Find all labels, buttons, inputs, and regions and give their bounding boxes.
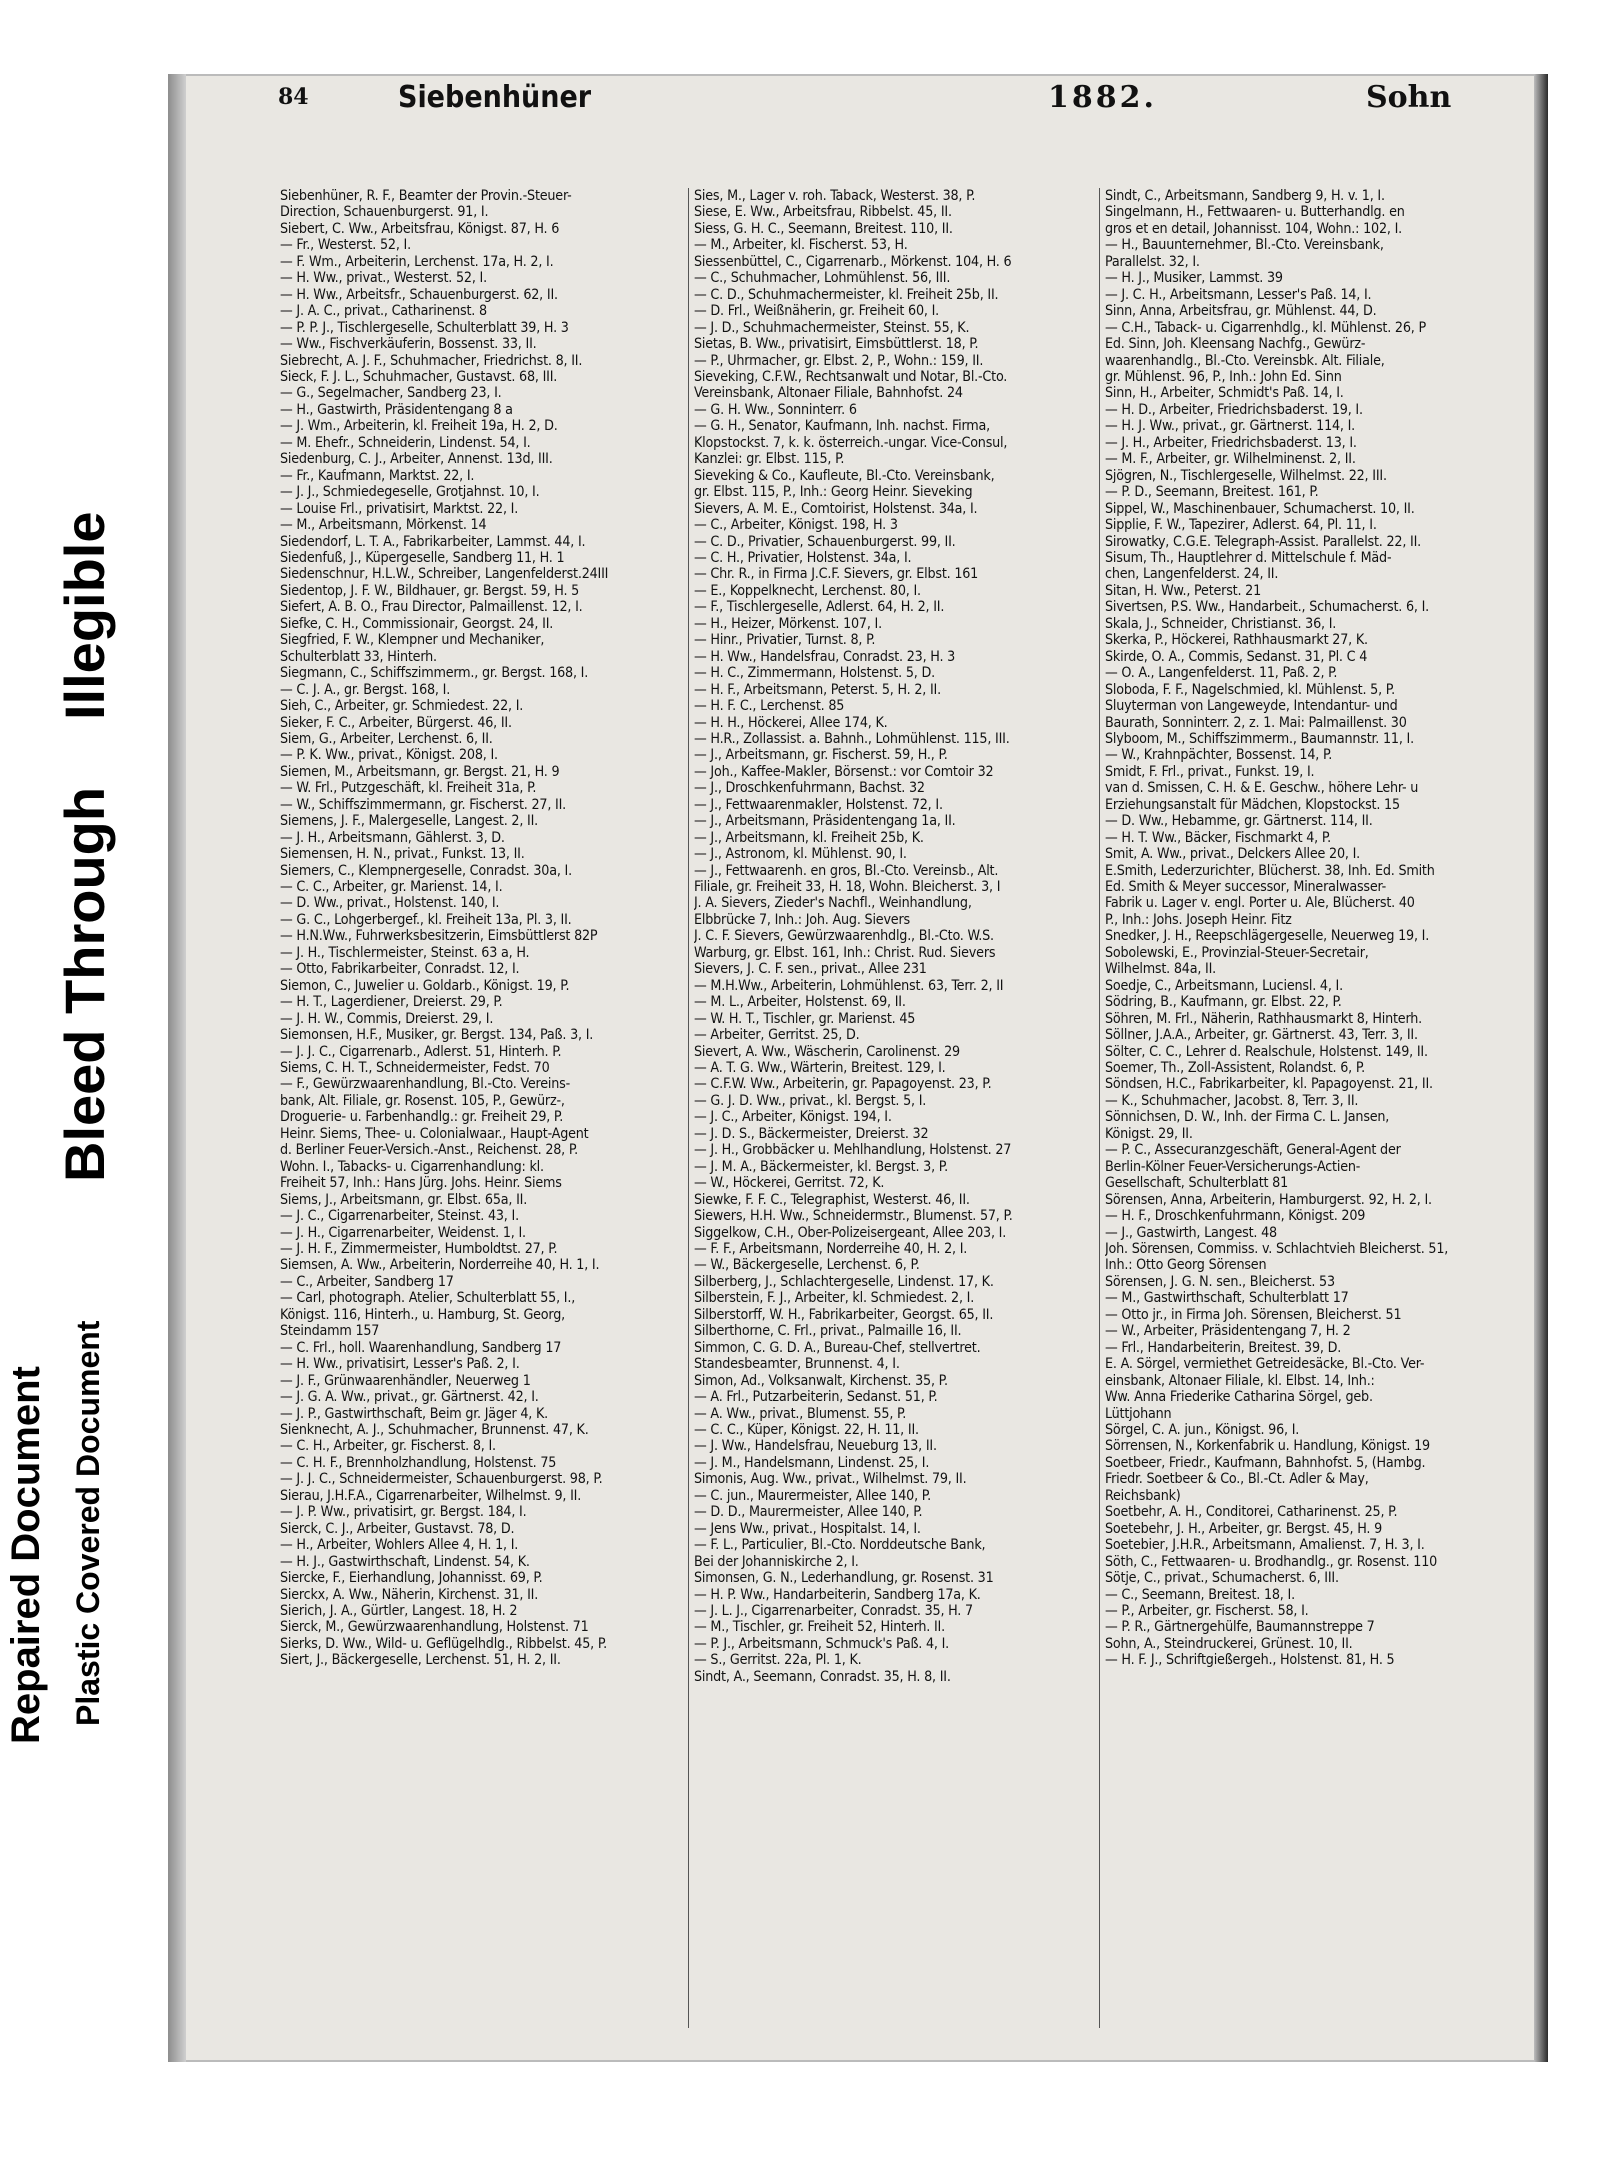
directory-entry: Sobolewski, E., Provinzial-Steuer-Secretair,	[1105, 944, 1369, 961]
directory-entry: — M., Tischler, gr. Freiheit 52, Hinterh. II.	[694, 1619, 945, 1636]
directory-entry: — C., Arbeiter, Sandberg 17	[280, 1273, 454, 1290]
directory-entry: — H., Gastwirth, Präsidentengang 8 a	[280, 401, 513, 418]
directory-entry: Sievers, A. M. E., Comtoirist, Holstenst. 34a, I.	[694, 500, 978, 517]
directory-entry: Standesbeamter, Brunnenst. 4, I.	[694, 1356, 900, 1373]
directory-entry: Sisum, Th., Hauptlehrer d. Mittelschule f. Mäd-	[1105, 549, 1392, 566]
directory-entry: Sötje, C., privat., Schumacherst. 6, III.	[1105, 1570, 1339, 1587]
directory-entry: — H. D., Arbeiter, Friedrichsbaderst. 19, I.	[1105, 401, 1363, 418]
directory-entry: Elbbrücke 7, Inh.: Joh. Aug. Sievers	[694, 911, 910, 928]
directory-entry: — K., Schuhmacher, Jacobst. 8, Terr. 3, II.	[1105, 1092, 1359, 1109]
directory-entry: — W., Schiffszimmermann, gr. Fischerst. 27, II.	[280, 796, 567, 813]
directory-entry: Siemen, M., Arbeitsmann, gr. Bergst. 21, H. 9	[280, 763, 560, 780]
directory-entry: Direction, Schauenburgerst. 91, I.	[280, 204, 489, 221]
directory-entry: — P., Uhrmacher, gr. Elbst. 2, P., Wohn.: 159, II.	[694, 352, 984, 369]
directory-entry: — C. C., Küper, Königst. 22, H. 11, II.	[694, 1421, 919, 1438]
directory-entry: Siese, E. Ww., Arbeitsfrau, Ribbelst. 45, II.	[694, 204, 952, 221]
directory-entry: — G. H. Ww., Sonninterr. 6	[694, 401, 857, 418]
directory-entry: Filiale, gr. Freiheit 33, H. 18, Wohn. Bleicherst. 3, I	[694, 879, 1001, 896]
directory-entry: — H. F. C., Lerchenst. 85	[694, 698, 845, 715]
directory-entry: Sohn, A., Steindruckerei, Grünest. 10, II.	[1105, 1635, 1353, 1652]
directory-entry: Slyboom, M., Schiffszimmerm., Baumannstr. 11, I.	[1105, 730, 1414, 747]
directory-entry: Erziehungsanstalt für Mädchen, Klopstockst. 15	[1105, 796, 1400, 813]
directory-entry: Sörgel, C. A. jun., Königst. 96, I.	[1105, 1421, 1300, 1438]
directory-entry: Kanzlei: gr. Elbst. 115, P.	[694, 451, 845, 468]
directory-entry: Siebert, C. Ww., Arbeitsfrau, Königst. 87, H. 6	[280, 220, 560, 237]
directory-entry: Parallelst. 32, I.	[1105, 253, 1200, 270]
directory-entry: Söhren, M. Frl., Näherin, Rathhausmarkt 8, Hinterh.	[1105, 1010, 1422, 1027]
directory-entry: Sitan, H. Ww., Peterst. 21	[1105, 582, 1261, 599]
directory-entry: — J. Wm., Arbeiterin, kl. Freiheit 19a, H. 2, D.	[280, 418, 558, 435]
directory-entry: — C., Seemann, Breitest. 18, I.	[1105, 1586, 1295, 1603]
directory-entry: — M., Arbeitsmann, Mörkenst. 14	[280, 517, 487, 534]
directory-entry: — H. F., Droschkenfuhrmann, Königst. 209	[1105, 1208, 1366, 1225]
directory-entry: — P. P. J., Tischlergeselle, Schulterblatt 39, H. 3	[280, 319, 569, 336]
directory-entry: — W. H. T., Tischler, gr. Marienst. 45	[694, 1010, 916, 1027]
directory-entry: — H. J. Ww., privat., gr. Gärtnerst. 114, I.	[1105, 418, 1356, 435]
directory-entry: Siem, G., Arbeiter, Lerchenst. 6, II.	[280, 730, 493, 747]
directory-entry: d. Berliner Feuer-Versich.-Anst., Reichenst. 28, P.	[280, 1142, 579, 1159]
directory-entry: Siercke, F., Eierhandlung, Johannisst. 69, P.	[280, 1570, 543, 1587]
directory-entry: — J. P. Ww., privatisirt, gr. Bergst. 184, I.	[280, 1504, 527, 1521]
directory-entry: gr. Elbst. 115, P., Inh.: Georg Heinr. Sieveking	[694, 484, 973, 501]
directory-entry: Wilhelmst. 84a, II.	[1105, 961, 1217, 978]
directory-entry: Silberstein, F. J., Arbeiter, kl. Schmiedest. 2, I.	[694, 1290, 975, 1307]
directory-entry: Södring, B., Kaufmann, gr. Elbst. 22, P.	[1105, 994, 1342, 1011]
directory-entry: — H.R., Zollassist. a. Bahnh., Lohmühlenst. 115, III.	[694, 730, 1010, 747]
directory-entry: Sierck, C. J., Arbeiter, Gustavst. 78, D.	[280, 1520, 515, 1537]
directory-entry: Gesellschaft, Schulterblatt 81	[1105, 1175, 1288, 1192]
directory-entry: — P. C., Assecuranzgeschäft, General-Agent der	[1105, 1142, 1401, 1159]
directory-entry: — D. Ww., privat., Holstenst. 140, I.	[280, 895, 500, 912]
directory-entry: — H., Arbeiter, Wohlers Allee 4, H. 1, I.	[280, 1537, 519, 1554]
directory-column-2	[694, 188, 1096, 2028]
directory-entry: Siebenhüner, R. F., Beamter der Provin.-Steuer-	[280, 188, 572, 204]
directory-entry: Sölter, C. C., Lehrer d. Realschule, Holstenst. 149, II.	[1105, 1043, 1428, 1060]
column-divider	[1099, 188, 1100, 2028]
directory-entry: — J. H., Arbeitsmann, Gählerst. 3, D.	[280, 829, 505, 846]
directory-entry: Siefert, A. B. O., Frau Director, Palmaillenst. 12, I.	[280, 599, 583, 616]
directory-entry: — F. F., Arbeitsmann, Norderreihe 40, H. 2, I.	[694, 1241, 968, 1257]
directory-entry: — M. F., Arbeiter, gr. Wilhelminenst. 2, II.	[1105, 451, 1356, 468]
directory-entry: — Hinr., Privatier, Turnst. 8, P.	[694, 632, 876, 649]
directory-entry: — J., Droschkenfuhrmann, Bachst. 32	[694, 780, 925, 797]
directory-entry: — Joh., Kaffee-Makler, Börsenst.: vor Comtoir 32	[694, 763, 994, 780]
directory-entry: Soedje, C., Arbeitsmann, Luciensl. 4, I.	[1105, 977, 1343, 994]
directory-entry: — Otto, Fabrikarbeiter, Conradst. 12, I.	[280, 961, 520, 978]
directory-entry: — Ww., Fischverkäuferin, Bossenst. 33, II.	[280, 336, 537, 353]
directory-entry: Soetbehr, A. H., Conditorei, Catharinenst. 25, P.	[1105, 1504, 1398, 1521]
directory-entry: — J., Fettwaarenmakler, Holstenst. 72, I.	[694, 796, 943, 813]
directory-entry: — C. J. A., gr. Bergst. 168, I.	[280, 681, 451, 698]
directory-entry: Sörensen, J. G. N. sen., Bleicherst. 53	[1105, 1273, 1335, 1290]
directory-entry: — H. F., Arbeitsmann, Peterst. 5, H. 2, II.	[694, 681, 941, 698]
directory-entry: — M. L., Arbeiter, Holstenst. 69, II.	[694, 994, 906, 1011]
directory-entry: — C.H., Taback- u. Cigarrenhdlg., kl. Mühlenst. 26, P	[1105, 319, 1426, 336]
directory-entry: Bei der Johanniskirche 2, I.	[694, 1553, 859, 1570]
directory-entry: — G., Segelmacher, Sandberg 23, I.	[280, 385, 502, 402]
directory-entry: Sinn, Anna, Arbeitsfrau, gr. Mühlenst. 44, D.	[1105, 303, 1377, 320]
directory-entry: Soetebier, J.H.R., Arbeitsmann, Amalienst. 7, H. 3, I.	[1105, 1537, 1425, 1554]
directory-entry: — H. T. Ww., Bäcker, Fischmarkt 4, P.	[1105, 829, 1332, 846]
directory-entry: Siemonsen, H.F., Musiker, gr. Bergst. 134, Paß. 3, I.	[280, 1027, 594, 1044]
directory-entry: Klopstockst. 7, k. k. österreich.-ungar. Vice-Consul,	[694, 434, 1008, 451]
directory-entry: — J. H. F., Zimmermeister, Humboldtst. 27, P.	[280, 1241, 558, 1257]
directory-entry: — M., Gastwirthschaft, Schulterblatt 17	[1105, 1290, 1349, 1307]
directory-entry: — J. H. W., Commis, Dreierst. 29, I.	[280, 1010, 494, 1027]
directory-entry: — J. G. A. Ww., privat., gr. Gärtnerst. 42, I.	[280, 1389, 539, 1406]
plastic-covered-label: Plastic Covered Document	[70, 1320, 106, 1726]
directory-entry: Siewke, F. F. C., Telegraphist, Westerst. 46, II.	[694, 1191, 970, 1208]
directory-entry: — P. D., Seemann, Breitest. 161, P.	[1105, 484, 1319, 501]
directory-entry: Ed. Smith & Meyer successor, Mineralwasser-	[1105, 879, 1387, 896]
directory-entry: — F. Wm., Arbeiterin, Lerchenst. 17a, H. 2, I.	[280, 253, 554, 270]
directory-entry: — Frl., Handarbeiterin, Breitest. 39, D.	[1105, 1339, 1342, 1356]
directory-entry: — F., Gewürzwaarenhandlung, Bl.-Cto. Vereins-	[280, 1076, 570, 1093]
directory-entry: Snedker, J. H., Reepschlägergeselle, Neuerweg 19, I.	[1105, 928, 1430, 945]
page-header	[108, 80, 1528, 114]
directory-entry: — J. M., Handelsmann, Lindenst. 25, I.	[694, 1454, 930, 1471]
directory-entry: Siegmann, C., Schiffszimmerm., gr. Bergst. 168, I.	[280, 665, 589, 682]
directory-entry: — C., Schuhmacher, Lohmühlenst. 56, III.	[694, 270, 951, 287]
directory-entry: — C. H. F., Brennholzhandlung, Holstenst. 75	[280, 1454, 557, 1471]
directory-entry: — G. J. D. Ww., privat., kl. Bergst. 5, I.	[694, 1092, 927, 1109]
directory-entry: Sienknecht, A. J., Schuhmacher, Brunnenst. 47, K.	[280, 1421, 589, 1438]
directory-entry: Inh.: Otto Georg Sörensen	[1105, 1257, 1267, 1274]
directory-entry: — J. L. J., Cigarrenarbeiter, Conradst. 35, H. 7	[694, 1602, 973, 1619]
directory-entry: — A. Ww., privat., Blumenst. 55, P.	[694, 1405, 907, 1422]
directory-column-1	[280, 188, 685, 2028]
directory-entry: — J., Arbeitsmann, Präsidentengang 1a, II.	[694, 813, 956, 830]
directory-entry: Reichsbank)	[1105, 1487, 1181, 1504]
directory-entry: Singelmann, H., Fettwaaren- u. Butterhandlg. en	[1105, 204, 1405, 221]
directory-entry: chen, Langenfelderst. 24, II.	[1105, 566, 1279, 583]
directory-entry: Sörrensen, N., Korkenfabrik u. Handlung, Königst. 19	[1105, 1438, 1430, 1455]
directory-entry: — C., Arbeiter, Königst. 198, H. 3	[694, 517, 898, 534]
directory-entry: — J., Arbeitsmann, gr. Fischerst. 59, H., P.	[694, 747, 948, 764]
directory-entry: — J. C., Arbeiter, Königst. 194, I.	[694, 1109, 892, 1126]
illegible-label: Illegible	[53, 511, 116, 720]
directory-entry: — Otto jr., in Firma Joh. Sörensen, Bleicherst. 51	[1105, 1306, 1402, 1323]
directory-entry: Silberberg, J., Schlachtergeselle, Lindenst. 17, K.	[694, 1273, 994, 1290]
directory-entry: Friedr. Soetbeer & Co., Bl.-Ct. Adler & May,	[1105, 1471, 1369, 1488]
directory-entry: Wohn. I., Tabacks- u. Cigarrenhandlung: kl.	[280, 1158, 544, 1175]
directory-entry: — O. A., Langenfelderst. 11, Paß. 2, P.	[1105, 665, 1338, 682]
directory-entry: Siemers, C., Klempnergeselle, Conradst. 30a, I.	[280, 862, 572, 879]
directory-entry: Siefke, C. H., Commissionair, Georgst. 24, II.	[280, 615, 554, 632]
directory-entry: — P. R., Gärtnergehülfe, Baumannstreppe 7	[1105, 1619, 1375, 1636]
directory-entry: — J. A. C., privat., Catharinenst. 8	[280, 303, 487, 320]
directory-entry: — F., Tischlergeselle, Adlerst. 64, H. 2, II.	[694, 599, 945, 616]
directory-entry: — J. P., Gastwirthschaft, Beim gr. Jäger 4, K.	[280, 1405, 549, 1422]
directory-entry: Siedenfuß, J., Küpergeselle, Sandberg 11, H. 1	[280, 549, 565, 566]
directory-entry: Siegfried, F. W., Klempner und Mechaniker,	[280, 632, 545, 649]
directory-entry: — H. J., Gastwirthschaft, Lindenst. 54, K.	[280, 1553, 530, 1570]
directory-entry: — Fr., Westerst. 52, I.	[280, 237, 411, 254]
directory-entry: Siemens, J. F., Malergeselle, Langest. 2, II.	[280, 813, 539, 830]
directory-entry: Sievers, J. C. F. sen., privat., Allee 231	[694, 961, 927, 978]
directory-column-3	[1105, 188, 1507, 2028]
directory-entry: Schulterblatt 33, Hinterh.	[280, 648, 437, 665]
directory-entry: — H. P. Ww., Handarbeiterin, Sandberg 17a, K.	[694, 1586, 981, 1603]
directory-entry: bank, Alt. Filiale, gr. Rosenst. 105, P., Gewürz-,	[280, 1092, 565, 1109]
directory-entry: Sieveking, C.F.W., Rechtsanwalt und Notar, Bl.-Cto.	[694, 368, 1008, 385]
directory-entry: Sirowatky, C.G.E. Telegraph-Assist. Parallelst. 22, II.	[1105, 533, 1422, 550]
directory-entry: Ww. Anna Friederike Catharina Sörgel, geb.	[1105, 1389, 1373, 1406]
directory-entry: — Chr. R., in Firma J.C.F. Sievers, gr. Elbst. 161	[694, 566, 979, 583]
directory-entry: Sindt, A., Seemann, Conradst. 35, H. 8, II.	[694, 1668, 951, 1685]
directory-entry: J. C. F. Sievers, Gewürzwaarenhdlg., Bl.-Cto. W.S.	[694, 928, 994, 945]
directory-entry: — H., Bauunternehmer, Bl.-Cto. Vereinsbank,	[1105, 237, 1384, 254]
directory-entry: Sieh, C., Arbeiter, gr. Schmiedest. 22, I.	[280, 698, 524, 715]
directory-entry: Sies, M., Lager v. roh. Taback, Westerst. 38, P.	[694, 188, 976, 204]
directory-entry: Sluyterman von Langeweyde, Intendantur- und	[1105, 698, 1398, 715]
directory-entry: Skirde, O. A., Commis, Sedanst. 31, Pl. C 4	[1105, 648, 1368, 665]
directory-entry: van d. Smissen, C. H. & E. Geschw., höhere Lehr- u	[1105, 780, 1419, 797]
directory-entry: — J., Fettwaarenh. en gros, Bl.-Cto. Vereinsb., Alt.	[694, 862, 999, 879]
directory-entry: Siems, C. H. T., Schneidermeister, Fedst. 70	[280, 1060, 550, 1077]
directory-entry: — H. T., Lagerdiener, Dreierst. 29, P.	[280, 994, 503, 1011]
directory-entry: — H. F. J., Schriftgießergeh., Holstenst. 81, H. 5	[1105, 1652, 1395, 1669]
directory-entry: Simonis, Aug. Ww., privat., Wilhelmst. 79, II.	[694, 1471, 967, 1488]
directory-entry: — J., Gastwirth, Langest. 48	[1105, 1224, 1277, 1241]
directory-entry: Lüttjohann	[1105, 1405, 1172, 1422]
directory-entry: Skala, J., Schneider, Christianst. 36, I.	[1105, 615, 1337, 632]
directory-entry: — W. Frl., Putzgeschäft, kl. Freiheit 31a, P.	[280, 780, 537, 797]
directory-entry: — C.F.W. Ww., Arbeiterin, gr. Papagoyenst. 23, P.	[694, 1076, 992, 1093]
directory-entry: — S., Gerritst. 22a, Pl. 1, K.	[694, 1652, 862, 1669]
directory-entry: — W., Bäckergeselle, Lerchenst. 6, P.	[694, 1257, 920, 1274]
directory-entry: — J. J. C., Cigarrenarb., Adlerst. 51, Hinterh. P.	[280, 1043, 562, 1060]
directory-entry: — J. F., Grünwaarenhändler, Neuerweg 1	[280, 1372, 531, 1389]
directory-entry: — H. H., Höckerei, Allee 174, K.	[694, 714, 888, 731]
directory-entry: — J. H., Arbeiter, Friedrichsbaderst. 13, I.	[1105, 434, 1357, 451]
directory-entry: Steindamm 157	[280, 1323, 380, 1340]
directory-entry: — Jens Ww., privat., Hospitalst. 14, I.	[694, 1520, 921, 1537]
directory-entry: — W., Arbeiter, Präsidentengang 7, H. 2	[1105, 1323, 1351, 1340]
directory-entry: Warburg, gr. Elbst. 161, Inh.: Christ. Rud. Sievers	[694, 944, 996, 961]
directory-entry: — H. J., Musiker, Lammst. 39	[1105, 270, 1283, 287]
repaired-document-label: Repaired Document	[4, 1366, 48, 1744]
directory-entry: — G. C., Lohgerbergef., kl. Freiheit 13a, Pl. 3, II.	[280, 911, 572, 928]
directory-entry: Sierckx, A. Ww., Näherin, Kirchenst. 31, II.	[280, 1586, 539, 1603]
directory-entry: Fabrik u. Lager v. engl. Porter u. Ale, Blücherst. 40	[1105, 895, 1415, 912]
directory-entry: Siemsen, A. Ww., Arbeiterin, Norderreihe 40, H. 1, I.	[280, 1257, 600, 1274]
directory-entry: — E., Koppelknecht, Lerchenst. 80, I.	[694, 582, 921, 599]
directory-entry: — D. Frl., Weißnäherin, gr. Freiheit 60, I.	[694, 303, 939, 320]
running-head-year: 1882.	[1048, 80, 1157, 115]
directory-entry: — H. Ww., Arbeitsfr., Schauenburgerst. 62, II.	[280, 286, 558, 303]
directory-entry: Siemon, C., Juwelier u. Goldarb., Königst. 19, P.	[280, 977, 570, 994]
running-head-right: Sohn	[1366, 80, 1452, 115]
directory-entry: — J., Astronom, kl. Mühlenst. 90, I.	[694, 846, 907, 863]
directory-entry: Freiheit 57, Inh.: Hans Jürg. Johs. Heinr. Siems	[280, 1175, 562, 1192]
directory-entry: — A. T. G. Ww., Wärterin, Breitest. 129, I.	[694, 1060, 946, 1077]
directory-entry: Simmon, C. G. D. A., Bureau-Chef, stellvertret.	[694, 1339, 981, 1356]
directory-entry: — J. H., Tischlermeister, Steinst. 63 a, H.	[280, 944, 530, 961]
directory-entry: — H. Ww., privat., Westerst. 52, I.	[280, 270, 487, 287]
directory-entry: — W., Krahnpächter, Bossenst. 14, P.	[1105, 747, 1333, 764]
directory-entry: Siedenburg, C. J., Arbeiter, Annenst. 13d, III.	[280, 451, 553, 468]
directory-entry: Smidt, F. Frl., privat., Funkst. 19, I.	[1105, 763, 1315, 780]
directory-entry: Sierich, J. A., Gürtler, Langest. 18, H. 2	[280, 1602, 518, 1619]
directory-entry: — H. Ww., privatisirt, Lesser's Paß. 2, I.	[280, 1356, 520, 1373]
directory-entry: — C. jun., Maurermeister, Allee 140, P.	[694, 1487, 931, 1504]
directory-entry: einsbank, Altonaer Filiale, kl. Elbst. 14, Inh.:	[1105, 1372, 1375, 1389]
directory-entry: — H., Heizer, Mörkenst. 107, I.	[694, 615, 882, 632]
directory-entry: — J. D., Schuhmachermeister, Steinst. 55, K.	[694, 319, 970, 336]
directory-entry: gros et en detail, Johannisst. 104, Wohn.: 102, I.	[1105, 220, 1402, 237]
directory-entry: E.Smith, Lederzurichter, Blücherst. 38, Inh. Ed. Smith	[1105, 862, 1435, 879]
directory-entry: — P. J., Arbeitsmann, Schmuck's Paß. 4, I.	[694, 1635, 950, 1652]
directory-entry: Skerka, P., Höckerei, Rathhausmarkt 27, K.	[1105, 632, 1368, 649]
directory-entry: Sierck, M., Gewürzwaarenhandlung, Holstenst. 71	[280, 1619, 589, 1636]
directory-entry: Sietas, B. Ww., privatisirt, Eimsbüttlerst. 18, P.	[694, 336, 979, 353]
directory-entry: Siewers, H.H. Ww., Schneidermstr., Blumenst. 57, P.	[694, 1208, 1013, 1225]
directory-entry: Silberthorne, C. Frl., privat., Palmaille 16, II.	[694, 1323, 962, 1340]
directory-entry: — Carl, photograph. Atelier, Schulterblatt 55, I.,	[280, 1290, 576, 1307]
running-head-left: Siebenhüner	[398, 80, 592, 115]
directory-entry: Droguerie- u. Farbenhandlg.: gr. Freiheit 29, P.	[280, 1109, 564, 1126]
directory-entry: — J., Arbeitsmann, kl. Freiheit 25b, K.	[694, 829, 924, 846]
directory-entry: Siems, J., Arbeitsmann, gr. Elbst. 65a, II.	[280, 1191, 528, 1208]
directory-entry: Sindt, C., Arbeitsmann, Sandberg 9, H. v. 1, I.	[1105, 188, 1385, 204]
directory-entry: — M.H.Ww., Arbeiterin, Lohmühlenst. 63, Terr. 2, II	[694, 977, 1004, 994]
directory-entry: Sinn, H., Arbeiter, Schmidt's Paß. 14, I.	[1105, 385, 1344, 402]
directory-entry: gr. Mühlenst. 96, P., Inh.: John Ed. Sinn	[1105, 368, 1342, 385]
directory-entry: — W., Höckerei, Gerritst. 72, K.	[694, 1175, 885, 1192]
directory-entry: — C. C., Arbeiter, gr. Marienst. 14, I.	[280, 879, 503, 896]
directory-entry: — Arbeiter, Gerritst. 25, D.	[694, 1027, 860, 1044]
directory-entry: Soetebehr, J. H., Arbeiter, gr. Bergst. 45, H. 9	[1105, 1520, 1383, 1537]
directory-entry: Königst. 116, Hinterh., u. Hamburg, St. Georg,	[280, 1306, 565, 1323]
directory-entry: — C. H., Arbeiter, gr. Fischerst. 8, I.	[280, 1438, 496, 1455]
directory-entry: Ed. Sinn, Joh. Kleensang Nachfg., Gewürz-	[1105, 336, 1366, 353]
directory-entry: Sivertsen, P.S. Ww., Handarbeit., Schumacherst. 6, I.	[1105, 599, 1429, 616]
column-divider	[688, 188, 689, 2028]
directory-entry: E. A. Sörgel, vermiethet Getreidesäcke, Bl.-Cto. Ver-	[1105, 1356, 1425, 1373]
directory-entry: Sieck, F. J. L., Schuhmacher, Gustavst. 68, III.	[280, 368, 558, 385]
directory-entry: Sippel, W., Maschinenbauer, Schumacherst. 10, II.	[1105, 500, 1415, 517]
directory-entry: Söth, C., Fettwaaren- u. Brodhandlg., gr. Rosenst. 110	[1105, 1553, 1438, 1570]
directory-entry: Siess, G. H. C., Seemann, Breitest. 110, II.	[694, 220, 953, 237]
directory-entry: — M., Arbeiter, kl. Fischerst. 53, H.	[694, 237, 908, 254]
directory-entry: Sörensen, Anna, Arbeiterin, Hamburgerst. 92, H. 2, I.	[1105, 1191, 1432, 1208]
page-number: 84	[278, 84, 309, 110]
directory-entry: Sloboda, F. F., Nagelschmied, kl. Mühlenst. 5, P.	[1105, 681, 1395, 698]
directory-entry: Silberstorff, W. H., Fabrikarbeiter, Georgst. 65, II.	[694, 1306, 994, 1323]
directory-entry: — C. Frl., holl. Waarenhandlung, Sandberg 17	[280, 1339, 562, 1356]
directory-entry: Baurath, Sonninterr. 2, z. 1. Mai: Palmaillenst. 30	[1105, 714, 1407, 731]
directory-entry: Soetbeer, Friedr., Kaufmann, Bahnhofst. 5, (Hambg.	[1105, 1454, 1426, 1471]
directory-entry: Sierau, J.H.F.A., Cigarrenarbeiter, Wilhelmst. 9, II.	[280, 1487, 582, 1504]
directory-entry: Söllner, J.A.A., Arbeiter, gr. Gärtnerst. 43, Terr. 3, II.	[1105, 1027, 1418, 1044]
directory-entry: P., Inh.: Johs. Joseph Heinr. Fitz	[1105, 911, 1292, 928]
directory-entry: Siedenschnur, H.L.W., Schreiber, Langenfelderst.24III	[280, 566, 609, 583]
directory-entry: Sieveking & Co., Kaufleute, Bl.-Cto. Vereinsbank,	[694, 467, 995, 484]
directory-entry: waarenhandlg., Bl.-Cto. Vereinsbk. Alt. Filiale,	[1105, 352, 1385, 369]
directory-entry: Siemensen, H. N., privat., Funkst. 13, II.	[280, 846, 525, 863]
directory-entry: J. A. Sievers, Zieder's Nachfl., Weinhandlung,	[694, 895, 972, 912]
directory-entry: Siedentop, J. F. W., Bildhauer, gr. Bergst. 59, H. 5	[280, 582, 580, 599]
directory-entry: Sieker, F. C., Arbeiter, Bürgerst. 46, II.	[280, 714, 512, 731]
directory-entry: Söndsen, H.C., Fabrikarbeiter, kl. Papagoyenst. 21, II.	[1105, 1076, 1433, 1093]
directory-entry: — G. H., Senator, Kaufmann, Inh. nachst. Firma,	[694, 418, 991, 435]
directory-entry: Vereinsbank, Altonaer Filiale, Bahnhofst. 24	[694, 385, 963, 402]
directory-entry: — A. Frl., Putzarbeiterin, Sedanst. 51, P.	[694, 1389, 938, 1406]
directory-entry: — Fr., Kaufmann, Marktst. 22, I.	[280, 467, 475, 484]
directory-entry: Siert, J., Bäckergeselle, Lerchenst. 51, H. 2, II.	[280, 1652, 561, 1669]
directory-entry: Siessenbüttel, C., Cigarrenarb., Mörkenst. 104, H. 6	[694, 253, 1012, 270]
directory-entry: — J. J., Schmiedegeselle, Grotjahnst. 10, I.	[280, 484, 540, 501]
directory-entry: Simon, Ad., Volksanwalt, Kirchenst. 35, P.	[694, 1372, 948, 1389]
directory-entry: — J. J. C., Schneidermeister, Schauenburgerst. 98, P.	[280, 1471, 603, 1488]
directory-entry: — J. H., Grobbäcker u. Mehlhandlung, Holstenst. 27	[694, 1142, 1012, 1159]
directory-entry: Joh. Sörensen, Commiss. v. Schlachtvieh Bleicherst. 51,	[1105, 1241, 1449, 1257]
directory-entry: — H. Ww., Handelsfrau, Conradst. 23, H. 3	[694, 648, 956, 665]
directory-entry: Siedendorf, L. T. A., Fabrikarbeiter, Lammst. 44, I.	[280, 533, 586, 550]
directory-entry: Sjögren, N., Tischlergeselle, Wilhelmst. 22, III.	[1105, 467, 1387, 484]
directory-entry: — F. L., Particulier, Bl.-Cto. Norddeutsche Bank,	[694, 1537, 986, 1554]
directory-entry: Simonsen, G. N., Lederhandlung, gr. Rosenst. 31	[694, 1570, 994, 1587]
directory-entry: Sievert, A. Ww., Wäscherin, Carolinenst. 29	[694, 1043, 960, 1060]
directory-entry: Sierks, D. Ww., Wild- u. Geflügelhdlg., Ribbelst. 45, P.	[280, 1635, 607, 1652]
directory-entry: — H.N.Ww., Fuhrwerksbesitzerin, Eimsbüttlerst 82P	[280, 928, 598, 945]
directory-entry: — C. D., Schuhmachermeister, kl. Freiheit 25b, II.	[694, 286, 999, 303]
directory-entry: — P. K. Ww., privat., Königst. 208, I.	[280, 747, 498, 764]
directory-entry: — J. H., Cigarrenarbeiter, Weidenst. 1, I.	[280, 1224, 526, 1241]
directory-entry: Siggelkow, C.H., Ober-Polizeisergeant, Allee 203, I.	[694, 1224, 1007, 1241]
directory-entry: Königst. 29, II.	[1105, 1125, 1193, 1142]
directory-entry: — J. Ww., Handelsfrau, Neueburg 13, II.	[694, 1438, 937, 1455]
directory-entry: — Louise Frl., privatisirt, Marktst. 22, I.	[280, 500, 519, 517]
directory-entry: Sipplie, F. W., Tapezirer, Adlerst. 64, Pl. 11, I.	[1105, 517, 1377, 534]
directory-entry: — H. C., Zimmermann, Holstenst. 5, D.	[694, 665, 935, 682]
directory-entry: Berlin-Kölner Feuer-Versicherungs-Actien-	[1105, 1158, 1361, 1175]
directory-entry: Siebrecht, A. J. F., Schuhmacher, Friedrichst. 8, II.	[280, 352, 583, 369]
bleed-through-label: Bleed Through	[53, 786, 116, 1182]
directory-entry: — J. D. S., Bäckermeister, Dreierst. 32	[694, 1125, 929, 1142]
directory-entry: Heinr. Siems, Thee- u. Colonialwaar., Haupt-Agent	[280, 1125, 589, 1142]
directory-entry: — C. D., Privatier, Schauenburgerst. 99, II.	[694, 533, 956, 550]
directory-entry: Sönnichsen, D. W., Inh. der Firma C. L. Jansen,	[1105, 1109, 1390, 1126]
directory-entry: — J. C. H., Arbeitsmann, Lesser's Paß. 14, I.	[1105, 286, 1372, 303]
directory-entry: — C. H., Privatier, Holstenst. 34a, I.	[694, 549, 912, 566]
directory-entry: — P., Arbeiter, gr. Fischerst. 58, I.	[1105, 1602, 1309, 1619]
directory-entry: — D. Ww., Hebamme, gr. Gärtnerst. 114, II.	[1105, 813, 1373, 830]
directory-entry: — J. M. A., Bäckermeister, kl. Bergst. 3, P.	[694, 1158, 948, 1175]
directory-entry: — J. C., Cigarrenarbeiter, Steinst. 43, I.	[280, 1208, 519, 1225]
directory-entry: Smit, A. Ww., privat., Delckers Allee 20, I.	[1105, 846, 1361, 863]
directory-entry: — M. Ehefr., Schneiderin, Lindenst. 54, I.	[280, 434, 531, 451]
directory-entry: — D. D., Maurermeister, Allee 140, P.	[694, 1504, 923, 1521]
directory-entry: Soemer, Th., Zoll-Assistent, Rolandst. 6, P.	[1105, 1060, 1365, 1077]
